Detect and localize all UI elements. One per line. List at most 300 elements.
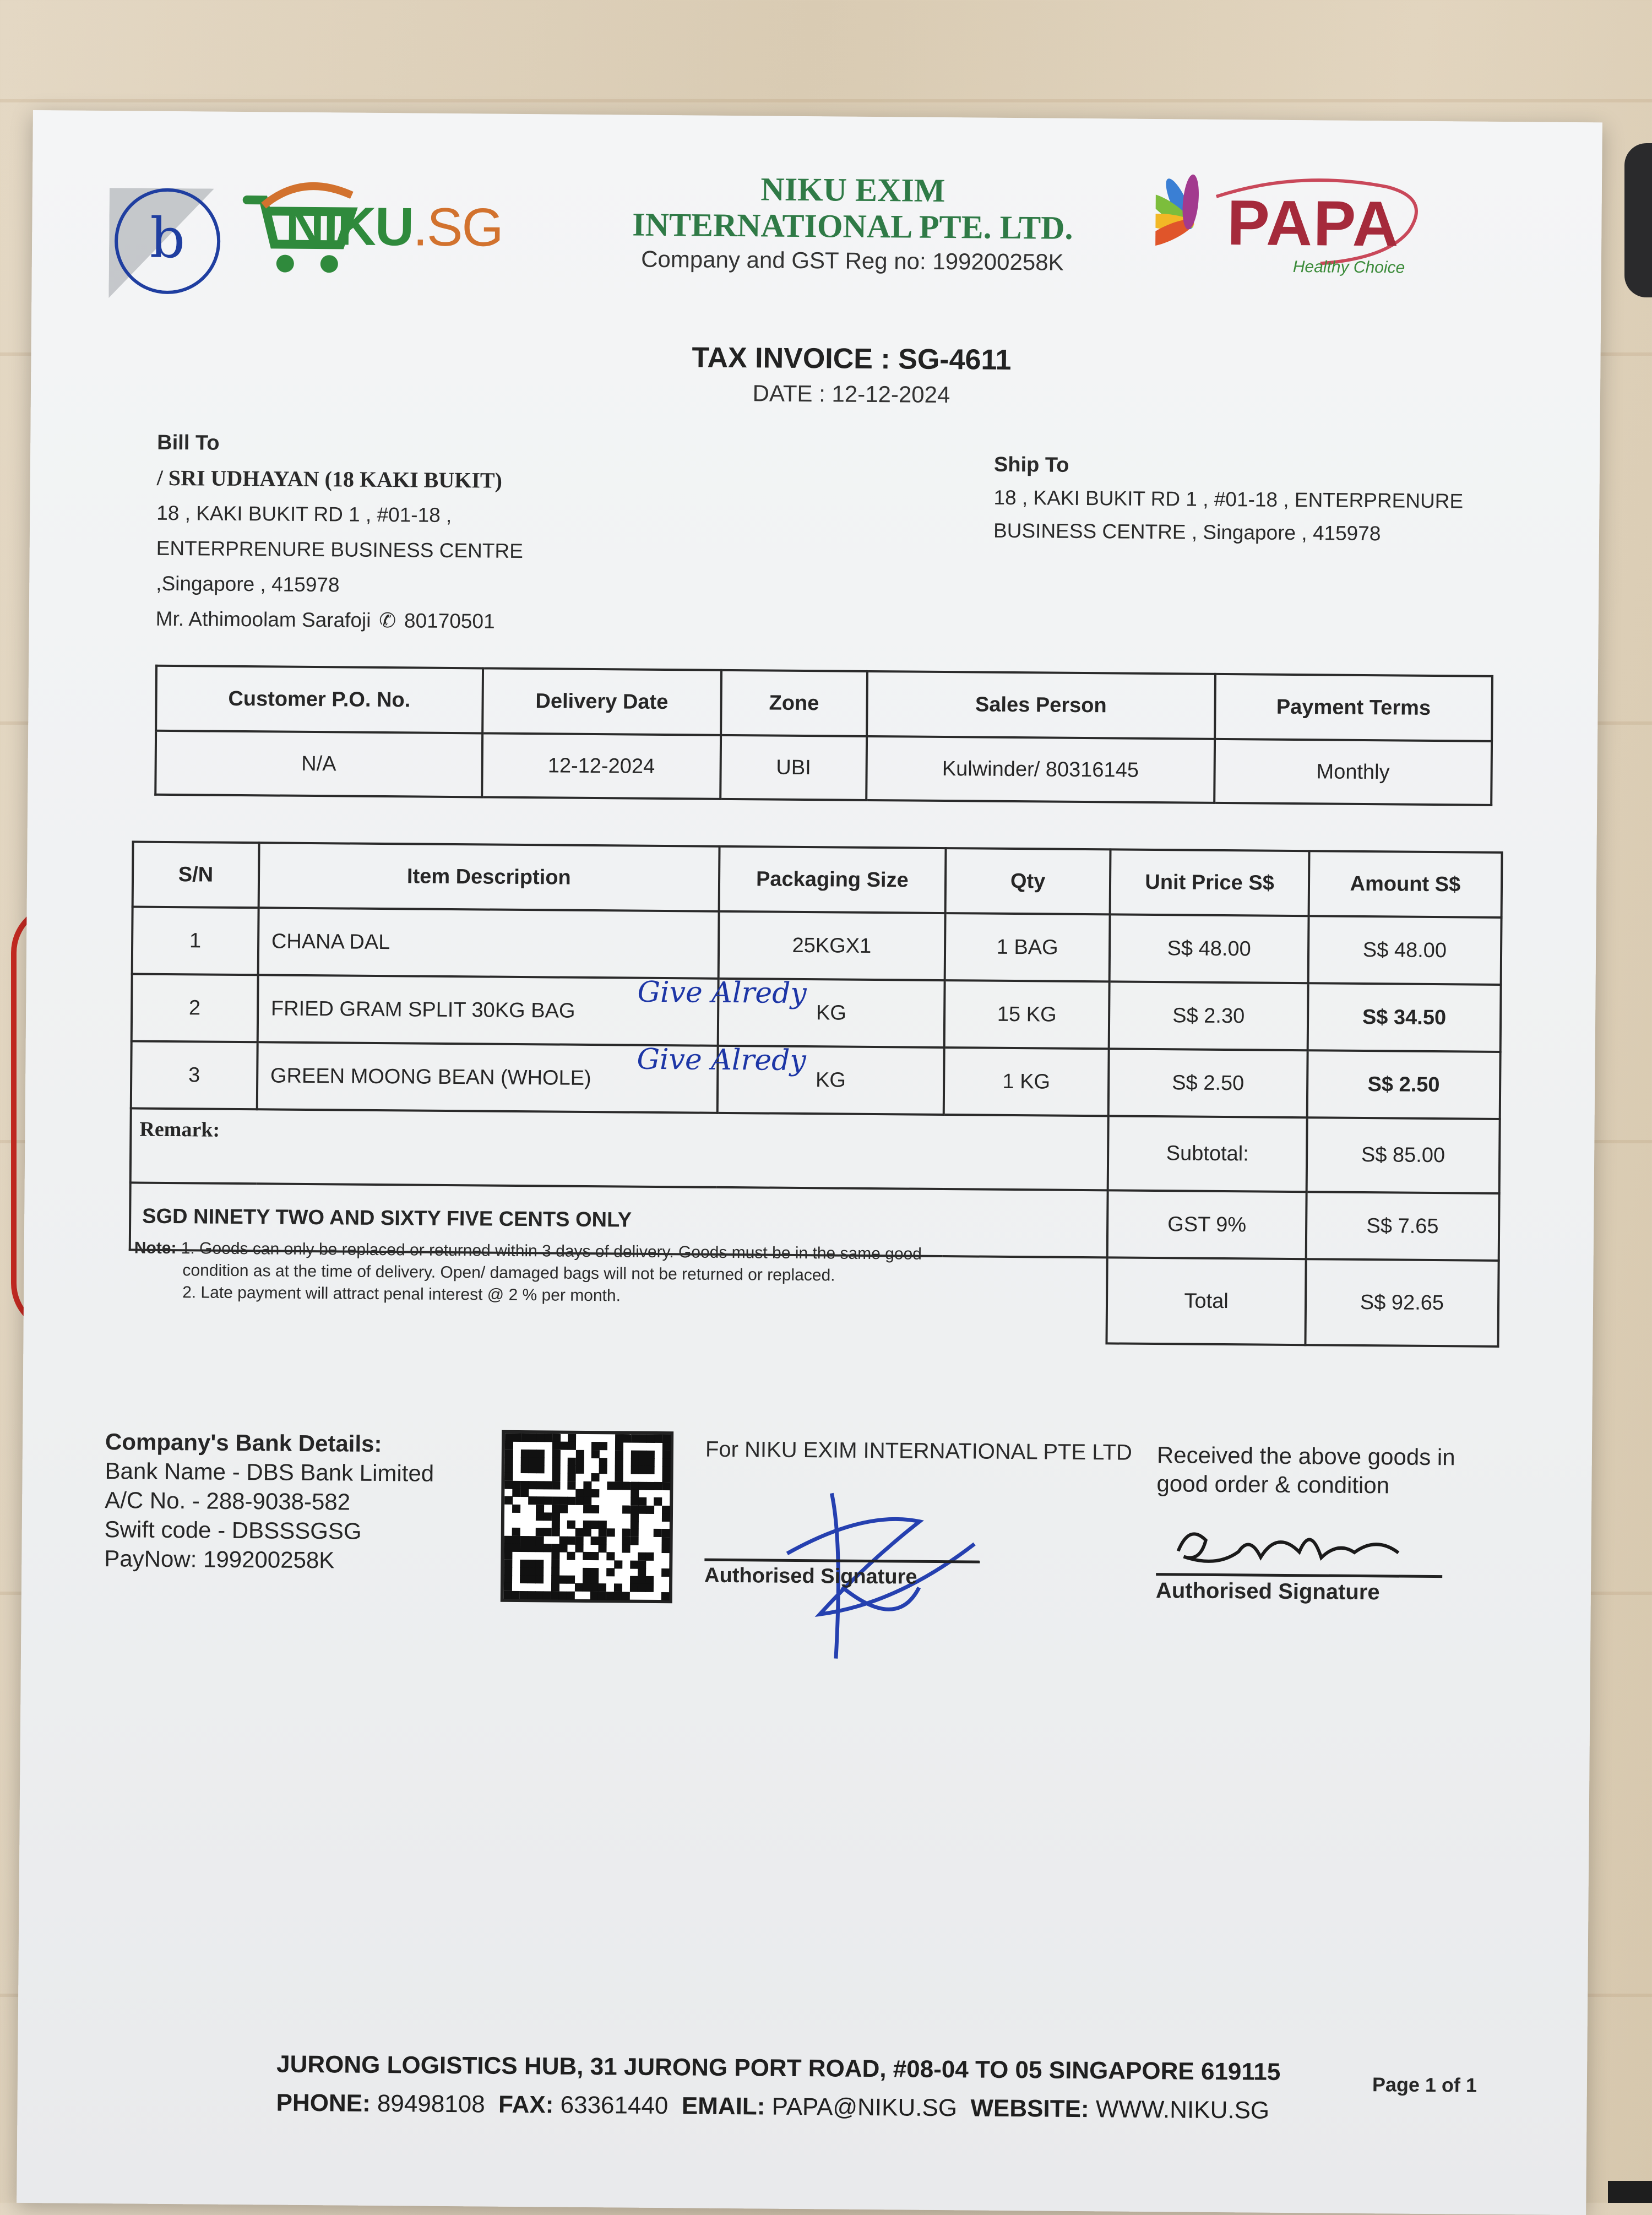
item-unit-price: S$ 2.30 (1109, 981, 1308, 1050)
qr-module (520, 1481, 529, 1489)
qr-module (567, 1552, 575, 1560)
qr-module (504, 1481, 513, 1489)
gst-value: S$ 7.65 (1306, 1192, 1499, 1261)
qr-module (504, 1536, 513, 1544)
qr-module (583, 1583, 591, 1592)
qr-module (614, 1592, 622, 1600)
subtotal-value: S$ 85.00 (1306, 1117, 1499, 1193)
received-goods-note (1156, 1441, 1531, 1501)
qr-module (591, 1489, 599, 1497)
qr-module (528, 1591, 536, 1599)
qr-module (504, 1473, 513, 1481)
qr-module (599, 1544, 607, 1552)
qr-module (583, 1497, 591, 1505)
bill-to-label: Bill To (157, 431, 220, 455)
item-amount: S$ 2.50 (1307, 1050, 1500, 1119)
received-line2: good order & condition (1156, 1470, 1390, 1499)
qr-module (646, 1505, 654, 1513)
qr-module (567, 1497, 575, 1505)
qr-module (615, 1434, 623, 1442)
qr-module (614, 1560, 622, 1568)
qr-module (599, 1521, 607, 1529)
bill-to-name: / SRI UDHAYAN (18 KAKI BUKIT) (156, 465, 503, 493)
qr-module (536, 1457, 545, 1465)
contact-name: Mr. Athimoolam Sarafoji (155, 607, 371, 632)
qr-module (630, 1529, 638, 1537)
qr-module (645, 1584, 654, 1592)
items-header: Packaging Size (719, 846, 945, 913)
qr-module (552, 1497, 560, 1505)
qr-module (512, 1536, 520, 1544)
qr-module (512, 1528, 520, 1536)
qr-module (631, 1490, 639, 1498)
qr-module (638, 1481, 646, 1490)
authorised-signature-label-company: Authorised Signature (704, 1563, 917, 1589)
qr-module (583, 1489, 591, 1497)
total-label: Total (1107, 1257, 1306, 1345)
meta-value: Monthly (1214, 739, 1492, 805)
qr-module (551, 1591, 559, 1599)
qr-module (591, 1473, 600, 1481)
qr-module (528, 1481, 536, 1489)
papa-tagline: Healthy Choice (1292, 257, 1405, 277)
qr-module (606, 1552, 615, 1561)
meta-header: Delivery Date (482, 668, 722, 735)
qr-module (552, 1512, 560, 1521)
item-packaging: 25KGX1 (718, 911, 945, 980)
qr-module (536, 1512, 544, 1521)
footer-contact (276, 2084, 1377, 2131)
qr-module (631, 1458, 639, 1466)
qr-module (567, 1576, 575, 1584)
item-qty: 1 KG (944, 1047, 1110, 1116)
qr-module (575, 1449, 584, 1458)
phone-value: 89498108 (377, 2090, 485, 2118)
qr-module (630, 1521, 638, 1529)
qr-module (520, 1575, 528, 1583)
qr-module (638, 1568, 646, 1577)
item-sn: 3 (131, 1041, 258, 1109)
qr-module (639, 1458, 647, 1467)
website-label: WEBSITE: (970, 2094, 1089, 2123)
qr-module (583, 1521, 591, 1529)
terms-notes (134, 1237, 1015, 1311)
qr-module (631, 1505, 639, 1513)
qr-module (568, 1458, 576, 1466)
qr-module (638, 1560, 646, 1568)
qr-module (536, 1465, 545, 1473)
subtotal-label: Subtotal: (1108, 1116, 1307, 1192)
qr-module (544, 1481, 552, 1489)
qr-module (575, 1544, 583, 1552)
qr-module (520, 1536, 528, 1544)
qr-module (662, 1513, 670, 1522)
qr-module (535, 1567, 544, 1576)
qr-module (615, 1466, 623, 1474)
qr-module (528, 1544, 536, 1552)
meta-header: Customer P.O. No. (156, 666, 482, 734)
items-header: Unit Price S$ (1110, 849, 1309, 916)
company-header (472, 169, 1233, 277)
qr-module (536, 1544, 544, 1552)
qr-module (583, 1528, 591, 1537)
qr-module (552, 1449, 561, 1458)
item-packaging: KG (718, 979, 945, 1047)
qr-module (638, 1497, 646, 1506)
invoice-title: TAX INVOICE : SG-4611 (692, 341, 1012, 376)
qr-module (598, 1592, 606, 1600)
qr-module (631, 1450, 639, 1458)
qr-module (638, 1505, 646, 1513)
qr-module (529, 1434, 537, 1442)
bill-to-address-line1: 18 , KAKI BUKIT RD 1 , #01-18 , (156, 501, 452, 526)
paynow-qr-code (501, 1430, 673, 1603)
qr-module (662, 1482, 670, 1490)
qr-module (536, 1536, 544, 1544)
qr-module (528, 1465, 536, 1473)
qr-module (559, 1497, 568, 1505)
authorised-signature-label-customer: Authorised Signature (1155, 1578, 1380, 1605)
qr-module (505, 1434, 513, 1442)
qr-module (536, 1434, 545, 1442)
qr-module (583, 1481, 591, 1490)
for-company-label: For NIKU EXIM INTERNATIONAL PTE LTD (705, 1437, 1132, 1465)
qr-module (622, 1537, 631, 1545)
qr-module (630, 1537, 638, 1545)
items-header-row (133, 842, 1502, 918)
qr-module (528, 1496, 536, 1505)
bank-account: A/C No. - 288-9038-582 (104, 1487, 351, 1515)
qr-module (583, 1568, 591, 1576)
email-value: PAPA@NIKU.SG (771, 2093, 958, 2122)
qr-module (520, 1465, 529, 1473)
qr-module (654, 1482, 662, 1490)
company-name-line2: INTERNATIONAL PTE. LTD. (632, 206, 1073, 246)
qr-module (505, 1441, 513, 1449)
qr-module (583, 1552, 591, 1560)
qr-module (622, 1529, 631, 1537)
qr-module (622, 1505, 631, 1513)
qr-module (559, 1536, 568, 1544)
qr-module (520, 1489, 529, 1497)
qr-module (645, 1552, 654, 1561)
table-row (131, 1041, 1501, 1119)
qr-module (521, 1434, 529, 1442)
qr-module (536, 1481, 545, 1489)
qr-module (646, 1458, 655, 1467)
table-row (132, 974, 1501, 1052)
qr-module (614, 1584, 622, 1592)
qr-module (519, 1591, 528, 1599)
qr-module (615, 1450, 623, 1458)
qr-module (551, 1567, 559, 1576)
qr-module (591, 1505, 599, 1513)
qr-module (552, 1457, 560, 1465)
qr-module (590, 1583, 599, 1592)
qr-module (551, 1544, 559, 1552)
qr-module (662, 1458, 670, 1467)
page-number: Page 1 of 1 (1372, 2073, 1477, 2097)
qr-module (552, 1434, 561, 1442)
device-corner (1608, 2181, 1652, 2203)
handwritten-note-row3: Give Alredy (637, 1043, 807, 1078)
website-value: WWW.NIKU.SG (1095, 2095, 1270, 2124)
invoice-paper (17, 110, 1602, 2215)
qr-module (568, 1442, 576, 1450)
qr-module (631, 1466, 639, 1474)
qr-module (599, 1465, 607, 1474)
order-meta-table (154, 665, 1493, 806)
qr-module (654, 1529, 662, 1537)
qr-module (505, 1457, 513, 1465)
item-description: FRIED GRAM SPLIT 30KG BAG (257, 975, 718, 1046)
bill-to-address-line2: ENTERPRENURE BUSINESS CENTRE (156, 536, 524, 563)
footer-address: JURONG LOGISTICS HUB, 31 JURONG PORT ROAD, #08-04 TO 05 SINGAPORE 619115 (276, 2050, 1281, 2086)
qr-module (528, 1560, 536, 1568)
qr-module (623, 1481, 631, 1490)
bill-to-address-line3: ,Singapore , 415978 (156, 572, 340, 596)
qr-module (505, 1465, 513, 1473)
item-packaging: KG (718, 1046, 944, 1115)
qr-module (513, 1434, 521, 1442)
qr-module (638, 1552, 646, 1561)
qr-module (606, 1568, 615, 1576)
qr-module (535, 1560, 544, 1568)
order-meta-value-row (155, 731, 1492, 805)
qr-module (630, 1576, 638, 1584)
qr-module (551, 1552, 559, 1560)
table-row (132, 906, 1502, 985)
phone-icon: ✆ (379, 609, 396, 632)
qr-module (528, 1575, 536, 1583)
qr-module (575, 1465, 584, 1474)
qr-module (567, 1591, 575, 1599)
qr-module (591, 1521, 599, 1529)
qr-module (520, 1449, 529, 1458)
qr-module (645, 1576, 654, 1584)
qr-module (504, 1496, 513, 1505)
company-reg-number: Company and GST Reg no: 199200258K (641, 246, 1064, 275)
notes-label: Note: (134, 1239, 177, 1258)
note2: 2. Late payment will attract penal interest @ 2 % per month. (182, 1283, 621, 1305)
qr-module (552, 1521, 560, 1529)
qr-module (622, 1592, 630, 1600)
qr-module (504, 1575, 512, 1583)
qr-module (543, 1591, 551, 1599)
qr-module (536, 1528, 544, 1537)
phone-label: PHONE: (276, 2089, 371, 2117)
qr-module (599, 1458, 607, 1466)
bank-details (104, 1427, 491, 1576)
qr-module (662, 1435, 671, 1443)
qr-module (559, 1591, 567, 1599)
qr-module (638, 1584, 646, 1592)
fax-value: 63361440 (560, 2091, 669, 2120)
qr-module (575, 1458, 584, 1466)
qr-module (646, 1450, 655, 1458)
qr-module (504, 1591, 512, 1599)
qr-module (504, 1567, 512, 1576)
qr-module (520, 1544, 528, 1552)
item-unit-price: S$ 48.00 (1110, 914, 1308, 983)
qr-module (591, 1537, 599, 1545)
qr-module (544, 1528, 552, 1537)
qr-module (559, 1544, 567, 1552)
qr-module (599, 1529, 607, 1537)
qr-module (638, 1576, 646, 1584)
meta-value: N/A (155, 731, 482, 797)
company-name-line1: NIKU EXIM (760, 171, 945, 209)
qr-module (661, 1529, 670, 1537)
qr-module (575, 1537, 583, 1545)
qr-module (661, 1545, 670, 1553)
qr-module (661, 1592, 669, 1600)
qr-module (568, 1465, 576, 1474)
qr-module (552, 1505, 560, 1513)
order-meta-header-row (156, 666, 1492, 741)
qr-module (551, 1576, 559, 1584)
qr-module (598, 1584, 606, 1592)
item-description: CHANA DAL (258, 908, 719, 979)
qr-module (662, 1506, 670, 1514)
qr-module (536, 1497, 544, 1505)
qr-module (661, 1568, 670, 1577)
qr-module (606, 1529, 615, 1537)
meta-value: Kulwinder/ 80316145 (866, 736, 1215, 803)
qr-module (591, 1442, 600, 1450)
qr-module (512, 1591, 520, 1599)
qr-module (629, 1584, 638, 1592)
qr-module (567, 1521, 575, 1529)
total-value: S$ 92.65 (1305, 1259, 1498, 1347)
qr-module (599, 1537, 607, 1545)
items-header: Item Description (258, 843, 719, 911)
ship-to-label: Ship To (993, 453, 1069, 477)
qr-module (536, 1505, 544, 1513)
remark-label: Remark: (131, 1108, 1108, 1190)
ship-to-address-line1: 18 , KAKI BUKIT RD 1 , #01-18 , ENTERPRENURE (993, 486, 1464, 513)
amount-in-words: SGD NINETY TWO AND SIXTY FIVE CENTS ONLY (130, 1182, 1108, 1257)
qr-module (528, 1536, 536, 1544)
items-header: Qty (945, 848, 1111, 914)
qr-module (638, 1466, 646, 1474)
qr-module (552, 1465, 560, 1474)
qr-module (662, 1474, 670, 1482)
qr-module (552, 1473, 560, 1481)
meta-value: UBI (720, 735, 866, 800)
qr-module (512, 1544, 520, 1552)
qr-module (552, 1442, 561, 1450)
item-amount: S$ 48.00 (1308, 916, 1501, 985)
qr-module (662, 1466, 670, 1474)
item-qty: 15 KG (944, 980, 1110, 1049)
invoice-date: DATE : 12-12-2024 (752, 380, 950, 408)
qr-module (504, 1559, 512, 1567)
company-footer (276, 2045, 1378, 2131)
qr-module (529, 1457, 537, 1465)
item-sn: 2 (132, 974, 258, 1042)
item-sn: 1 (132, 906, 259, 975)
qr-module (504, 1583, 512, 1591)
ship-to-block (993, 448, 1545, 552)
fax-label: FAX: (498, 2091, 554, 2119)
qr-module (568, 1434, 576, 1442)
subtotal-row (131, 1108, 1500, 1193)
qr-module (591, 1450, 600, 1458)
qr-module (552, 1481, 560, 1489)
qr-module (536, 1449, 545, 1458)
qr-module (631, 1497, 639, 1506)
qr-module (615, 1474, 623, 1482)
qr-module (535, 1575, 544, 1583)
gst-label: GST 9% (1107, 1190, 1306, 1259)
qr-module (583, 1576, 591, 1584)
qr-module (631, 1435, 639, 1443)
item-description: GREEN MOONG BEAN (WHOLE) (257, 1042, 718, 1113)
qr-module (529, 1449, 537, 1458)
qr-module (544, 1434, 552, 1442)
qr-module (590, 1568, 599, 1576)
qr-module (575, 1489, 584, 1497)
qr-module (654, 1497, 662, 1506)
bank-title: Company's Bank Details: (105, 1429, 382, 1457)
qr-module (646, 1466, 655, 1474)
qr-module (513, 1489, 521, 1497)
qr-module (504, 1551, 512, 1560)
qr-module (575, 1497, 584, 1505)
customer-signature-scribble-icon (1167, 1518, 1454, 1581)
qr-module (560, 1442, 568, 1450)
bill-to-contact (156, 601, 707, 641)
qr-module (505, 1449, 513, 1457)
qr-module (599, 1442, 607, 1450)
qr-module (512, 1504, 520, 1512)
qr-module (544, 1497, 552, 1505)
qr-module (504, 1544, 512, 1552)
qr-module (615, 1458, 623, 1466)
meta-header: Payment Terms (1215, 674, 1492, 741)
ship-to-address-line2: BUSINESS CENTRE , Singapore , 415978 (993, 519, 1381, 545)
qr-module (590, 1592, 599, 1600)
item-amount: S$ 34.50 (1307, 983, 1501, 1052)
qr-module (559, 1576, 567, 1584)
qr-module (520, 1560, 528, 1568)
received-line1: Received the above goods in (1156, 1442, 1455, 1470)
phone-device (1624, 143, 1652, 297)
qr-module (590, 1576, 599, 1584)
qr-module (559, 1505, 568, 1513)
item-unit-price: S$ 2.50 (1108, 1049, 1307, 1117)
handwritten-note-row2: Give Alredy (637, 975, 807, 1011)
qr-module (520, 1457, 529, 1465)
contact-phone: 80170501 (404, 609, 495, 633)
qr-module (622, 1544, 631, 1552)
note1-line2: condition as at the time of delivery. Open/ damaged bags will not be returned or replaced. (182, 1261, 835, 1285)
qr-module (551, 1560, 559, 1568)
qr-module (544, 1512, 552, 1521)
qr-module (567, 1536, 575, 1544)
bank-swift: Swift code - DBSSSGSG (104, 1516, 362, 1544)
qr-module (528, 1567, 536, 1576)
meta-header: Zone (721, 670, 867, 736)
items-header: Amount S$ (1308, 851, 1502, 918)
meta-header: Sales Person (867, 671, 1215, 739)
papa-logo-text: PAPA (1226, 187, 1400, 260)
items-header: S/N (133, 842, 259, 908)
qr-module (568, 1473, 576, 1481)
qr-module (646, 1482, 654, 1490)
bank-paynow: PayNow: 199200258K (104, 1545, 335, 1573)
